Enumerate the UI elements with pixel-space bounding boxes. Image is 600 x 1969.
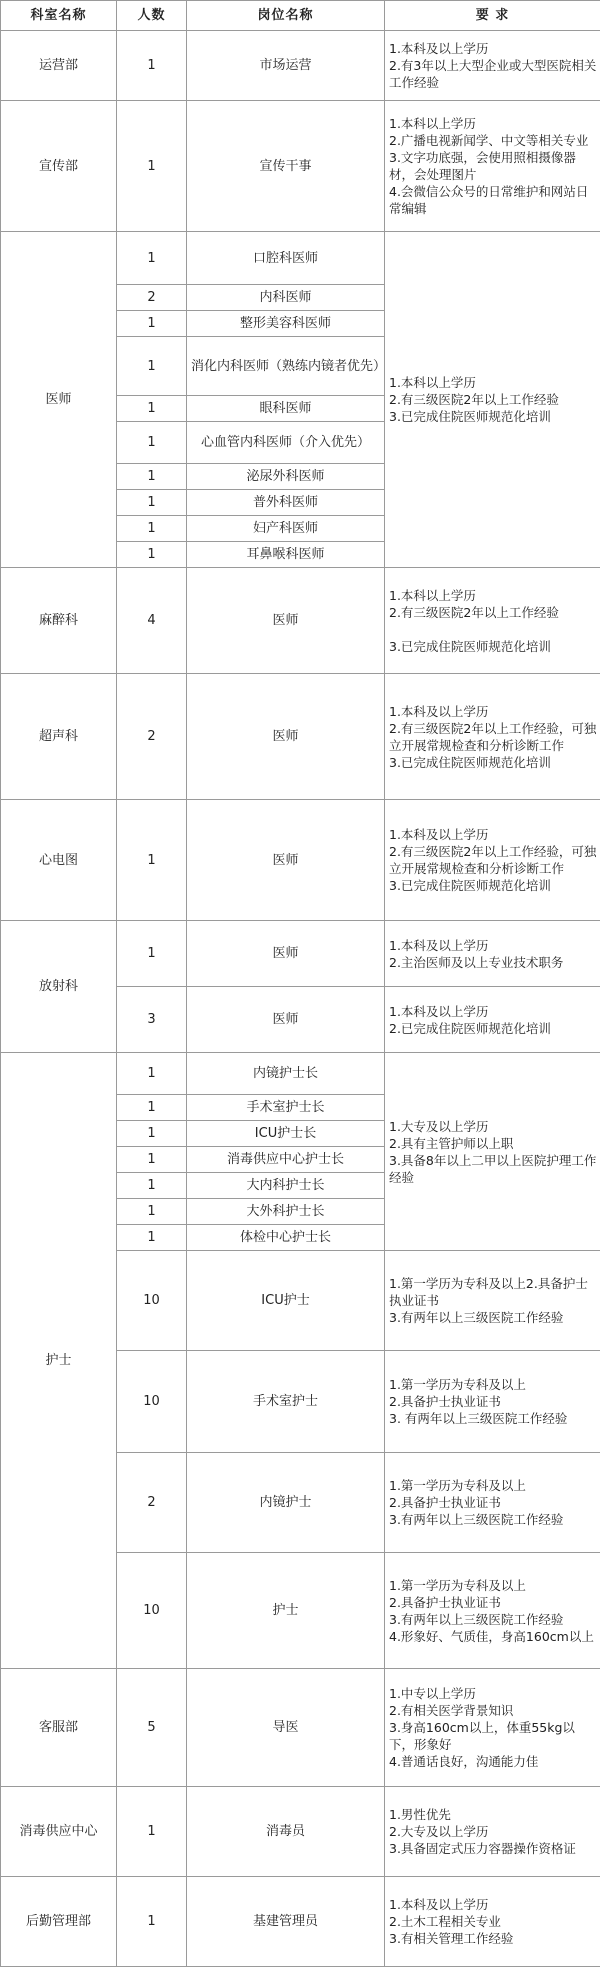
count-cell: 10 — [117, 1251, 187, 1351]
requirements-cell: 1.第一学历为专科及以上2.具备护士执业证书 3.有两年以上三级医院工作经验 — [385, 1251, 600, 1351]
table-row — [1, 31, 600, 101]
count-cell: 1 — [117, 232, 187, 285]
requirements-cell: 1.本科及以上学历 2.土木工程相关专业 3.有相关管理工作经验 — [385, 1877, 600, 1967]
table-row — [1, 800, 600, 921]
requirements-cell: 1.大专及以上学历 2.具有主管护师以上职 3.具备8年以上二甲以上医院护理工作经验 — [385, 1053, 600, 1251]
count-cell: 4 — [117, 568, 187, 674]
count-cell: 2 — [117, 674, 187, 800]
requirements-cell: 1.本科及以上学历 2.有三级医院2年以上工作经验，可独立开展常规检查和分析诊断工作 3.已完成住院医师规范化培训 — [385, 674, 600, 800]
position-cell: 泌尿外科医师 — [187, 464, 385, 490]
count-cell: 1 — [117, 1877, 187, 1967]
position-cell: 妇产科医师 — [187, 516, 385, 542]
header-dept: 科室名称 — [1, 1, 117, 31]
dept-cell: 超声科 — [1, 674, 117, 800]
requirements-cell: 1.第一学历为专科及以上 2.具备护士执业证书 3.有两年以上三级医院工作经验 4.形象好、气质佳，身高160cm以上 — [385, 1553, 600, 1669]
header-position: 岗位名称 — [187, 1, 385, 31]
position-cell: 耳鼻喉科医师 — [187, 542, 385, 568]
position-cell: 大内科护士长 — [187, 1173, 385, 1199]
count-cell: 1 — [117, 422, 187, 464]
count-cell: 1 — [117, 1095, 187, 1121]
position-cell: ICU护士 — [187, 1251, 385, 1351]
count-cell: 1 — [117, 311, 187, 337]
table-row — [1, 921, 600, 987]
dept-cell: 医师 — [1, 232, 117, 568]
position-cell: 医师 — [187, 568, 385, 674]
position-cell: 大外科护士长 — [187, 1199, 385, 1225]
dept-cell: 麻醉科 — [1, 568, 117, 674]
position-cell: 导医 — [187, 1669, 385, 1787]
count-cell: 1 — [117, 921, 187, 987]
count-cell: 1 — [117, 396, 187, 422]
position-cell: 整形美容科医师 — [187, 311, 385, 337]
dept-cell: 客服部 — [1, 1669, 117, 1787]
position-cell: 消化内科医师（熟练内镜者优先） — [187, 337, 385, 396]
count-cell: 1 — [117, 1199, 187, 1225]
requirements-cell: 1.本科以上学历 2.有三级医院2年以上工作经验 3.已完成住院医师规范化培训 — [385, 568, 600, 674]
count-cell: 1 — [117, 490, 187, 516]
count-cell: 10 — [117, 1553, 187, 1669]
count-cell: 5 — [117, 1669, 187, 1787]
position-cell: 手术室护士长 — [187, 1095, 385, 1121]
position-cell: 普外科医师 — [187, 490, 385, 516]
position-cell: ICU护士长 — [187, 1121, 385, 1147]
table-row — [1, 674, 600, 800]
table-row — [1, 101, 600, 232]
count-cell: 1 — [117, 1787, 187, 1877]
position-cell: 消毒供应中心护士长 — [187, 1147, 385, 1173]
position-cell: 内镜护士长 — [187, 1053, 385, 1095]
requirements-cell: 1.男性优先 2.大专及以上学历 3.具备固定式压力容器操作资格证 — [385, 1787, 600, 1877]
requirements-cell: 1.本科及以上学历 2.有三级医院2年以上工作经验，可独立开展常规检查和分析诊断工作 3.已完成住院医师规范化培训 — [385, 800, 600, 921]
position-cell: 口腔科医师 — [187, 232, 385, 285]
position-cell: 医师 — [187, 987, 385, 1053]
count-cell: 1 — [117, 101, 187, 232]
count-cell: 1 — [117, 1173, 187, 1199]
table-row — [1, 568, 600, 674]
header-row — [1, 1, 600, 31]
count-cell: 1 — [117, 1225, 187, 1251]
count-cell: 1 — [117, 1053, 187, 1095]
count-cell: 1 — [117, 516, 187, 542]
position-cell: 体检中心护士长 — [187, 1225, 385, 1251]
count-cell: 3 — [117, 987, 187, 1053]
header-count: 人数 — [117, 1, 187, 31]
count-cell: 2 — [117, 285, 187, 311]
position-cell: 手术室护士 — [187, 1351, 385, 1453]
requirements-cell: 1.本科及以上学历 2.主治医师及以上专业技术职务 — [385, 921, 600, 987]
count-cell: 1 — [117, 1147, 187, 1173]
position-cell: 宣传干事 — [187, 101, 385, 232]
count-cell: 1 — [117, 542, 187, 568]
requirements-cell: 1.本科及以上学历 2.已完成住院医师规范化培训 — [385, 987, 600, 1053]
dept-cell: 后勤管理部 — [1, 1877, 117, 1967]
dept-cell: 消毒供应中心 — [1, 1787, 117, 1877]
table-row — [1, 1787, 600, 1877]
count-cell: 1 — [117, 464, 187, 490]
table-row — [1, 1669, 600, 1787]
requirements-cell: 1.中专以上学历 2.有相关医学背景知识 3.身高160cm以上，体重55kg以下，形象好 4.普通话良好，沟通能力佳 — [385, 1669, 600, 1787]
requirements-cell: 1.第一学历为专科及以上 2.具备护士执业证书 3.有两年以上三级医院工作经验 — [385, 1453, 600, 1553]
dept-cell: 宣传部 — [1, 101, 117, 232]
position-cell: 眼科医师 — [187, 396, 385, 422]
dept-cell: 心电图 — [1, 800, 117, 921]
position-cell: 内科医师 — [187, 285, 385, 311]
position-cell: 医师 — [187, 921, 385, 987]
requirements-cell: 1.本科以上学历 2.广播电视新闻学、中文等相关专业 3.文字功底强，会使用照相摄像器材，会处理图片 4.会微信公众号的日常维护和网站日常编辑 — [385, 101, 600, 232]
position-cell: 市场运营 — [187, 31, 385, 101]
count-cell: 1 — [117, 337, 187, 396]
position-cell: 医师 — [187, 674, 385, 800]
table-row — [1, 1877, 600, 1967]
dept-cell: 放射科 — [1, 921, 117, 1053]
header-requirements: 要 求 — [385, 1, 600, 31]
position-cell: 内镜护士 — [187, 1453, 385, 1553]
position-cell: 护士 — [187, 1553, 385, 1669]
dept-cell: 护士 — [1, 1053, 117, 1669]
count-cell: 1 — [117, 800, 187, 921]
table-row — [1, 1053, 600, 1095]
count-cell: 10 — [117, 1351, 187, 1453]
dept-cell: 运营部 — [1, 31, 117, 101]
requirements-cell: 1.第一学历为专科及以上 2.具备护士执业证书 3. 有两年以上三级医院工作经验 — [385, 1351, 600, 1453]
table-row — [1, 232, 600, 285]
requirements-cell: 1.本科及以上学历 2.有3年以上大型企业或大型医院相关工作经验 — [385, 31, 600, 101]
count-cell: 1 — [117, 1121, 187, 1147]
position-cell: 基建管理员 — [187, 1877, 385, 1967]
count-cell: 2 — [117, 1453, 187, 1553]
position-cell: 心血管内科医师（介入优先） — [187, 422, 385, 464]
count-cell: 1 — [117, 31, 187, 101]
position-cell: 消毒员 — [187, 1787, 385, 1877]
position-cell: 医师 — [187, 800, 385, 921]
requirements-cell: 1.本科以上学历 2.有三级医院2年以上工作经验 3.已完成住院医师规范化培训 — [385, 232, 600, 568]
